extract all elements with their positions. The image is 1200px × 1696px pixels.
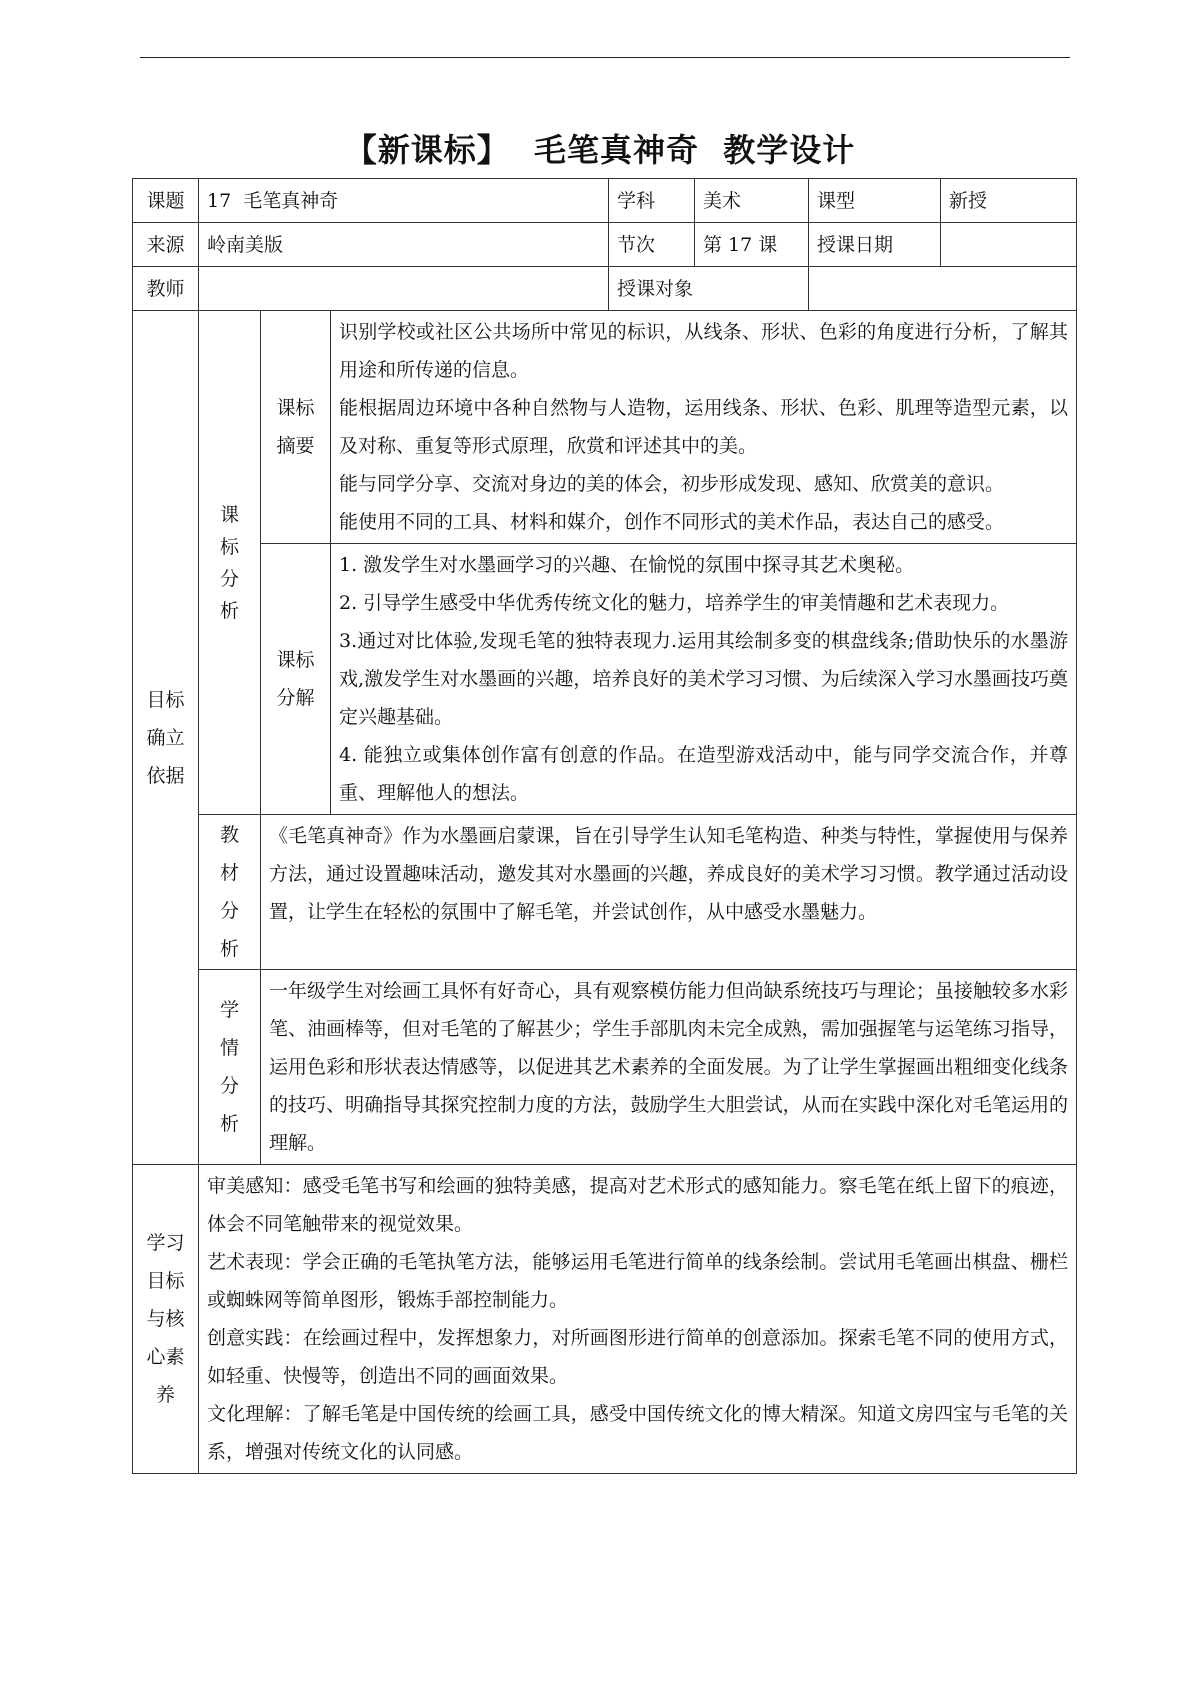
source-label: 来源: [133, 223, 199, 267]
subject-value: 美术: [695, 179, 809, 223]
decompose-paragraph: 2. 引导学生感受中华优秀传统文化的魅力，培养学生的审美情趣和艺术表现力。: [339, 592, 1010, 614]
basis-row-student: [133, 970, 1077, 1165]
curriculum-summary-label: 课标摘要: [261, 311, 331, 544]
goal-paragraph: 审美感知：感受毛笔书写和绘画的独特美感，提高对艺术形式的感知能力。察毛笔在纸上留下的痕迹，体会不同笔触带来的视觉效果。: [207, 1175, 1068, 1235]
lesson-type-value: 新授: [941, 179, 1077, 223]
period-value: 第 17 课: [695, 223, 809, 267]
topic-label: 课题: [133, 179, 199, 223]
info-row-source: [133, 223, 1077, 267]
teaching-date-value: [941, 223, 1077, 267]
decompose-paragraph: 3.通过对比体验,发现毛笔的独特表现力.运用其绘制多变的棋盘线条;借助快乐的水墨游戏,激发学生对水墨画的兴趣，培养良好的美术学习习惯、为后续深入学习水墨画技巧奠定兴趣基础。: [339, 630, 1068, 728]
basis-row-textbook: [133, 815, 1077, 970]
lesson-plan-table: [132, 178, 1077, 1474]
curriculum-summary-cell: [331, 311, 1077, 544]
goal-paragraph: 文化理解：了解毛笔是中国传统的绘画工具，感受中国传统文化的博大精深。知道文房四宝与毛笔的关系，增强对传统文化的认同感。: [207, 1403, 1068, 1463]
goals-row: [133, 1165, 1077, 1474]
teacher-value: [199, 267, 609, 311]
goal-paragraph: 创意实践：在绘画过程中，发挥想象力，对所画图形进行简单的创意添加。探索毛笔不同的使用方式，如轻重、快慢等，创造出不同的画面效果。: [207, 1327, 1068, 1387]
topic-value: 17 毛笔真神奇: [199, 179, 609, 223]
summary-paragraph: 能根据周边环境中各种自然物与人造物，运用线条、形状、色彩、肌理等造型元素，以及对称、重复等形式原理，欣赏和评述其中的美。: [339, 397, 1068, 457]
teacher-label: 教师: [133, 267, 199, 311]
curriculum-analysis-label: 课标分析: [199, 311, 261, 815]
summary-paragraph: 能与同学分享、交流对身边的美的体会，初步形成发现、感知、欣赏美的意识。: [339, 473, 1005, 495]
lesson-type-label: 课型: [809, 179, 941, 223]
info-row-teacher: [133, 267, 1077, 311]
student-analysis-text: 一年级学生对绘画工具怀有好奇心，具有观察模仿能力但尚缺系统技巧与理论；虽接触较多水彩笔、油画棒等，但对毛笔的了解甚少；学生手部肌肉未完全成熟，需加强握笔与运笔练习指导，运用色彩和形状表达情感等，以促进其艺术素养的全面发展。为了让学生掌握画出粗细变化线条的技巧、明确指导其探究控制力度的方法，鼓励学生大胆尝试，从而在实践中深化对毛笔运用的理解。: [269, 980, 1068, 1154]
textbook-analysis-cell: [261, 815, 1077, 970]
summary-paragraph: 能使用不同的工具、材料和媒介，创作不同形式的美术作品，表达自己的感受。: [339, 511, 1005, 533]
goals-cell: [199, 1165, 1077, 1474]
goals-label: 学习目标与核心素养: [133, 1165, 199, 1474]
basis-row-summary: [133, 311, 1077, 544]
subject-label: 学科: [609, 179, 695, 223]
header-rule: [140, 57, 1070, 58]
basis-label: 目标确立依据: [133, 311, 199, 1165]
source-value: 岭南美版: [199, 223, 609, 267]
info-row-topic: [133, 179, 1077, 223]
audience-value: [809, 267, 1077, 311]
decompose-paragraph: 4. 能独立或集体创作富有创意的作品。在造型游戏活动中，能与同学交流合作，并尊重、理解他人的想法。: [339, 744, 1068, 804]
student-analysis-cell: [261, 970, 1077, 1165]
period-label: 节次: [609, 223, 695, 267]
decompose-paragraph: 1. 激发学生对水墨画学习的兴趣、在愉悦的氛围中探寻其艺术奥秘。: [339, 554, 915, 576]
textbook-analysis-text: 《毛笔真神奇》作为水墨画启蒙课，旨在引导学生认知毛笔构造、种类与特性，掌握使用与保养方法，通过设置趣味活动，邀发其对水墨画的兴趣，养成良好的美术学习习惯。教学通过活动设置，让学生在轻松的氛围中了解毛笔，并尝试创作，从中感受水墨魅力。: [269, 825, 1068, 923]
student-analysis-label: 学情分析: [199, 970, 261, 1165]
curriculum-decompose-cell: [331, 544, 1077, 815]
summary-paragraph: 识别学校或社区公共场所中常见的标识，从线条、形状、色彩的角度进行分析，了解其用途和所传递的信息。: [339, 321, 1068, 381]
audience-label: 授课对象: [609, 267, 809, 311]
textbook-analysis-label: 教材分析: [199, 815, 261, 970]
goal-paragraph: 艺术表现：学会正确的毛笔执笔方法，能够运用毛笔进行简单的线条绘制。尝试用毛笔画出棋盘、栅栏或蜘蛛网等简单图形，锻炼手部控制能力。: [207, 1251, 1068, 1311]
basis-row-decompose: [133, 544, 1077, 815]
document-title: 【新课标】 毛笔真神奇 教学设计: [344, 131, 856, 169]
blank-line: [269, 931, 1068, 967]
curriculum-decompose-label: 课标分解: [261, 544, 331, 815]
teaching-date-label: 授课日期: [809, 223, 941, 267]
